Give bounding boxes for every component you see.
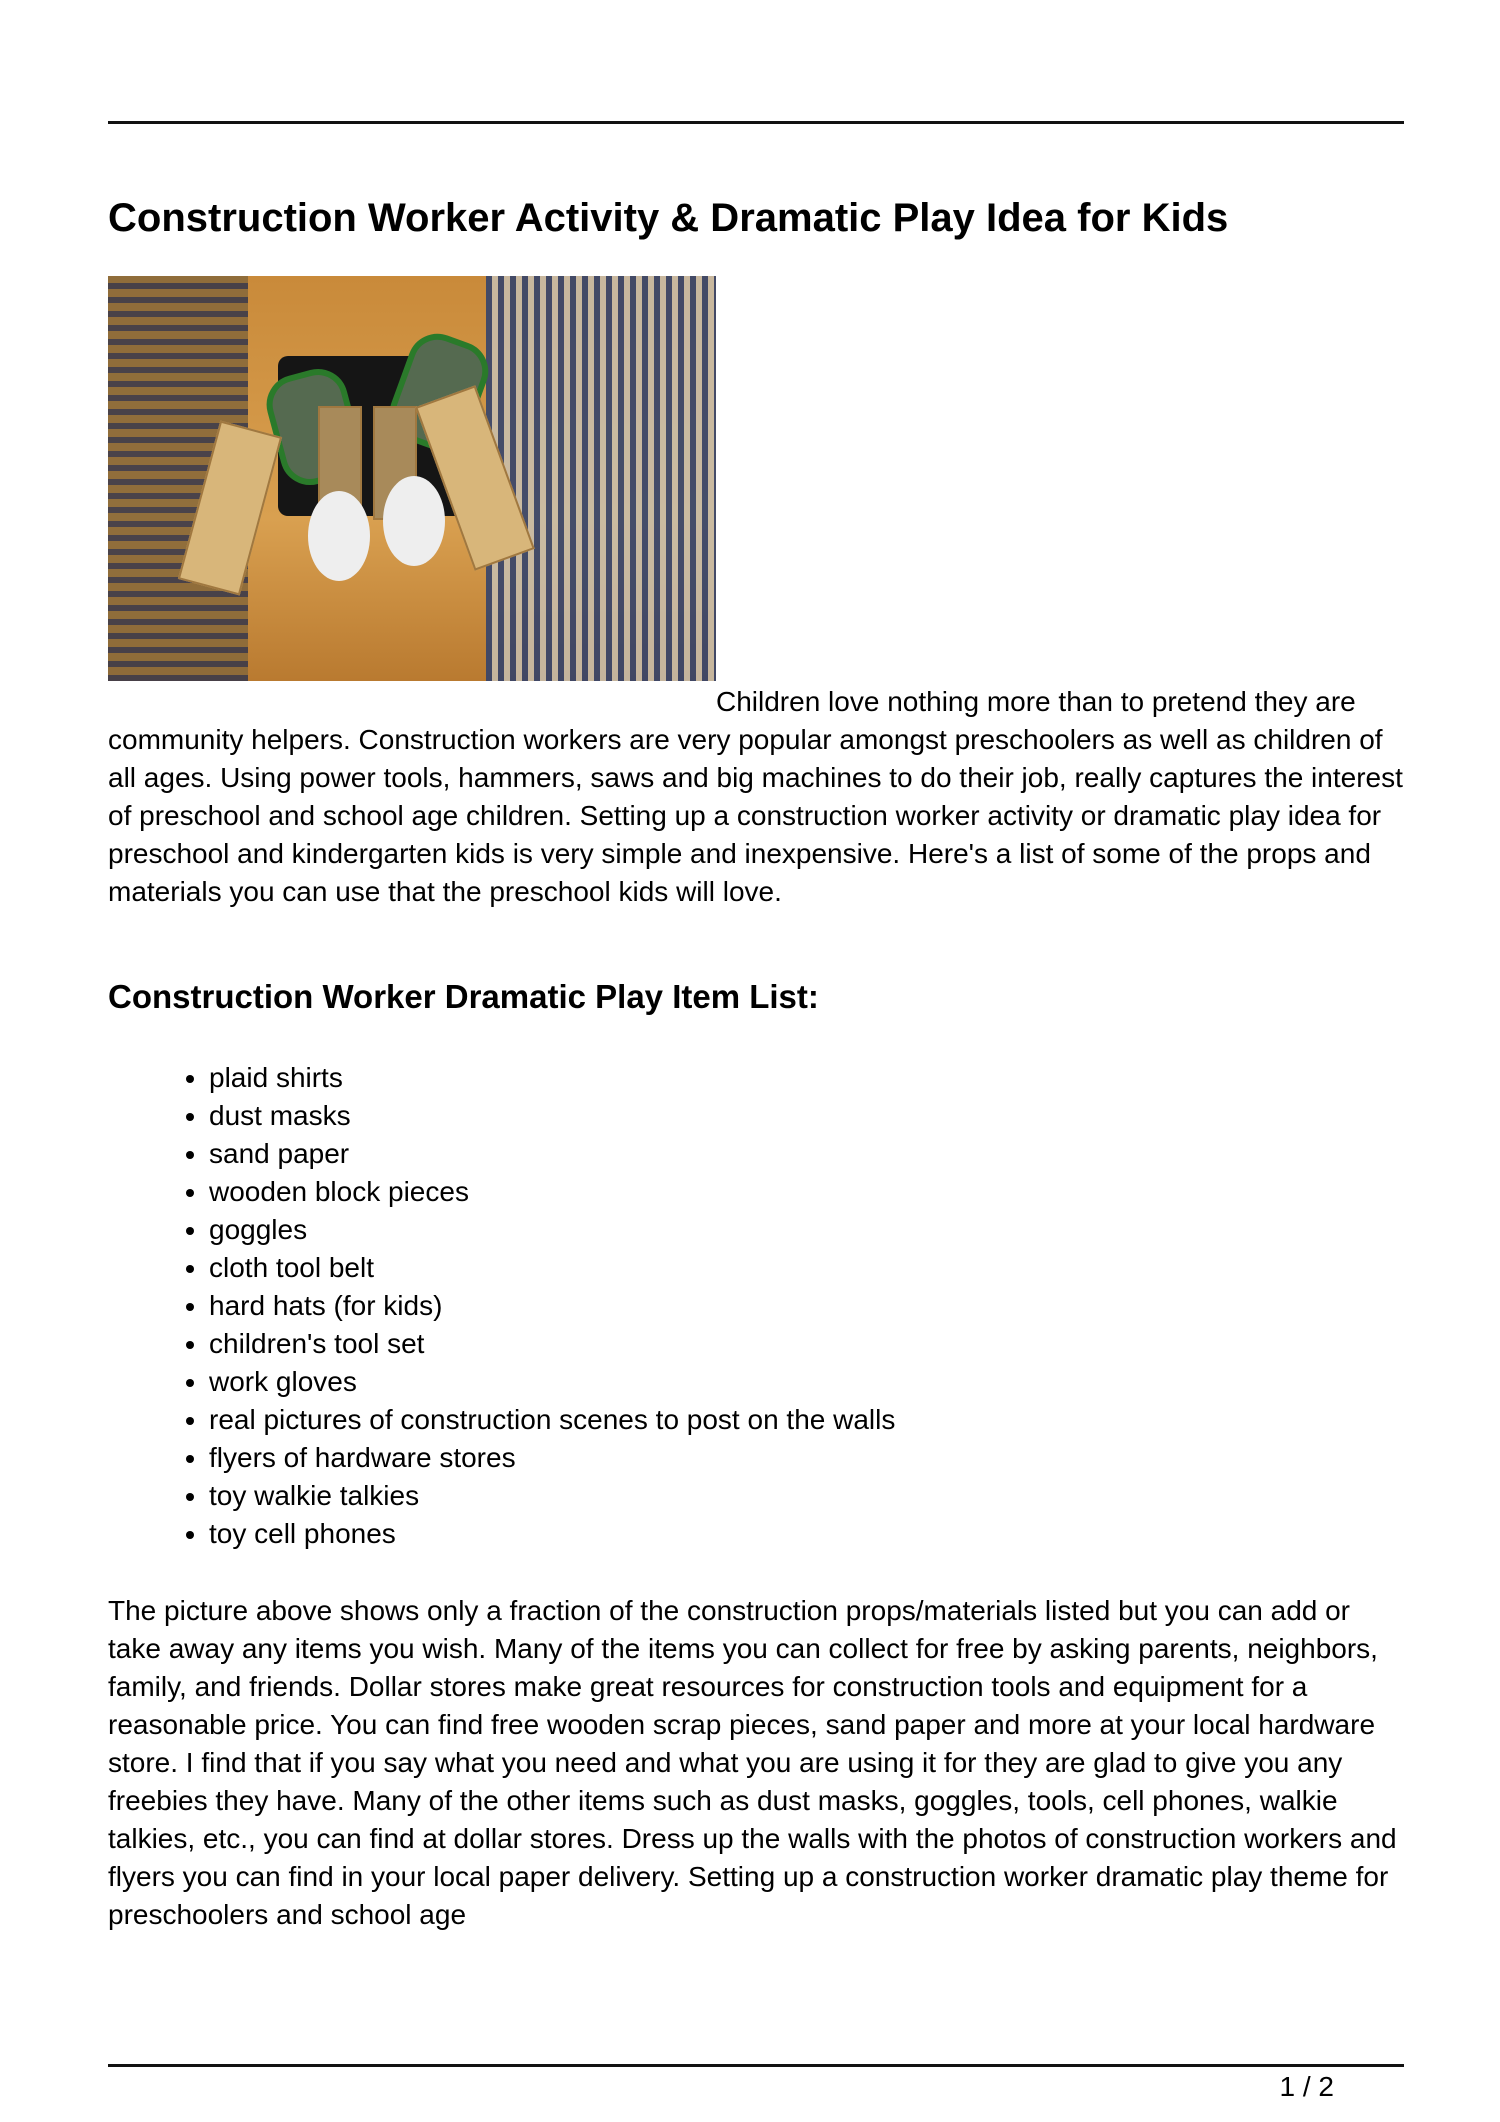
list-item: • dust masks xyxy=(209,1097,895,1135)
dust-mask xyxy=(308,491,370,581)
plaid-shirt-right xyxy=(486,276,716,681)
list-item: • toy walkie talkies xyxy=(209,1477,895,1515)
list-item: • real pictures of construction scenes to post on the walls xyxy=(209,1401,895,1439)
props-photo xyxy=(108,276,716,681)
list-item: • hard hats (for kids) xyxy=(209,1287,895,1325)
list-item: • wooden block pieces xyxy=(209,1173,895,1211)
intro-text: Children love nothing more than to pretend they are community helpers. Construction workers are very popular amongst preschoolers as well as children of all ages. Using power tools, hammers, saws and big machines to do their job, really captures the interest of preschool and school age children. Setting up a construction worker activity or dramatic play idea for preschool and kindergarten kids is very simple and inexpensive. Here's a list of some of the props and materials you can use that the preschool kids will love. xyxy=(108,686,1403,907)
page-number: 1 / 2 xyxy=(1279,2071,1334,2102)
dust-mask xyxy=(383,476,445,566)
list-item: • sand paper xyxy=(209,1135,895,1173)
list-item: • plaid shirts xyxy=(209,1059,895,1097)
list-heading: Construction Worker Dramatic Play Item List: xyxy=(108,978,819,1015)
list-item: • children's tool set xyxy=(209,1325,895,1363)
page-title: Construction Worker Activity & Dramatic Play Idea for Kids xyxy=(108,196,1229,240)
list-item: • goggles xyxy=(209,1211,895,1249)
list-item: • work gloves xyxy=(209,1363,895,1401)
list-item: • cloth tool belt xyxy=(209,1249,895,1287)
item-list xyxy=(108,1059,895,1553)
list-item: • toy cell phones xyxy=(209,1515,895,1553)
closing-paragraph: The picture above shows only a fraction of the construction props/materials listed but you can add or take away any items you wish. Many of the items you can collect for free by asking parents, neighbors, family, and friends. Dollar stores make great resources for construction tools and equipment for a reasonable price. You can find free wooden scrap pieces, sand paper and more at your local hardware store. I find that if you say what you need and what you are using it for they are glad to give you any freebies they have. Many of the other items such as dust masks, goggles, tools, cell phones, walkie talkies, etc., you can find at dollar stores. Dress up the walls with the photos of construction workers and flyers you can find in your local paper delivery. Setting up a construction worker dramatic play theme for preschoolers and school age xyxy=(108,1595,1397,1930)
header-rule xyxy=(108,121,1404,124)
list-item: • flyers of hardware stores xyxy=(209,1439,895,1477)
intro-paragraph xyxy=(108,683,1408,911)
footer-rule xyxy=(108,2064,1404,2067)
